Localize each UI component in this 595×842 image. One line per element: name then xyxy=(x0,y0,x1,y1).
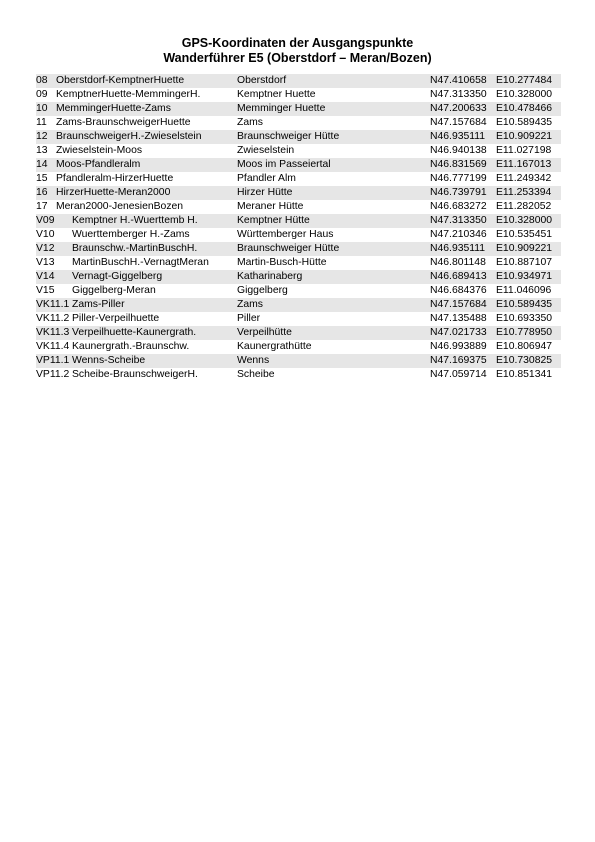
latitude-value: N47.313350 xyxy=(430,215,487,226)
latitude-value: N47.210346 xyxy=(430,229,487,240)
longitude-value: E10.478466 xyxy=(496,103,553,114)
stage-number: 11 xyxy=(36,117,47,128)
route-name: Zwieselstein-Moos xyxy=(56,145,143,156)
stage-number: VK11.2 xyxy=(36,313,70,324)
route-name: Pfandleralm-HirzerHuette xyxy=(56,173,174,184)
latitude-value: N47.021733 xyxy=(430,327,487,338)
longitude-value: E10.328000 xyxy=(496,89,553,100)
longitude-value: E11.249342 xyxy=(496,173,552,184)
starting-point: Braunschweiger Hütte xyxy=(237,243,340,254)
latitude-value: N47.157684 xyxy=(430,117,487,128)
table-row xyxy=(36,214,561,228)
stage-number: 16 xyxy=(36,187,48,198)
longitude-value: E11.282052 xyxy=(496,201,552,212)
stage-number: 12 xyxy=(36,131,48,142)
longitude-value: E10.328000 xyxy=(496,215,553,226)
starting-point: Oberstdorf xyxy=(237,75,287,86)
starting-point: Martin-Busch-Hütte xyxy=(237,257,327,268)
stage-number: VK11.3 xyxy=(36,327,70,338)
latitude-value: N47.169375 xyxy=(430,355,487,366)
longitude-value: E10.693350 xyxy=(496,313,553,324)
starting-point: Zams xyxy=(237,299,263,310)
starting-point: Wenns xyxy=(237,355,270,366)
starting-point: Memminger Huette xyxy=(237,103,326,114)
table-row xyxy=(36,130,561,144)
latitude-value: N46.683272 xyxy=(430,201,487,212)
longitude-value: E10.778950 xyxy=(496,327,553,338)
starting-point: Scheibe xyxy=(237,369,275,380)
starting-point: Verpeilhütte xyxy=(237,327,292,338)
longitude-value: E10.730825 xyxy=(496,355,553,366)
route-name: Moos-Pfandleralm xyxy=(56,159,141,170)
table-row xyxy=(36,74,561,88)
longitude-value: E11.167013 xyxy=(496,159,552,170)
stage-number: V10 xyxy=(36,229,55,240)
latitude-value: N46.993889 xyxy=(430,341,487,352)
latitude-value: N46.777199 xyxy=(430,173,487,184)
route-name: Braunschw.-MartinBuschH. xyxy=(72,243,198,254)
stage-number: VP11.2 xyxy=(36,369,70,380)
route-name: Kemptner H.-Wuerttemb H. xyxy=(72,215,198,226)
longitude-value: E10.851341 xyxy=(496,369,553,380)
stage-number: V13 xyxy=(36,257,55,268)
route-name: Kaunergrath.-Braunschw. xyxy=(72,341,190,352)
longitude-value: E10.277484 xyxy=(496,75,553,86)
route-name: Wuerttemberger H.-Zams xyxy=(72,229,190,240)
table-row xyxy=(36,256,561,270)
route-name: MemmingerHuette-Zams xyxy=(56,103,171,114)
latitude-value: N46.831569 xyxy=(430,159,487,170)
coordinates-table xyxy=(36,74,561,382)
route-name: Zams-BraunschweigerHuette xyxy=(56,117,191,128)
longitude-value: E11.253394 xyxy=(496,187,552,198)
stage-number: VK11.4 xyxy=(36,341,70,352)
longitude-value: E10.909221 xyxy=(496,243,553,254)
latitude-value: N46.935111 xyxy=(430,243,486,254)
starting-point: Moos im Passeiertal xyxy=(237,159,331,170)
starting-point: Kemptner Hütte xyxy=(237,215,310,226)
latitude-value: N47.200633 xyxy=(430,103,487,114)
stage-number: V09 xyxy=(36,215,55,226)
stage-number: 13 xyxy=(36,145,48,156)
latitude-value: N46.739791 xyxy=(430,187,487,198)
stage-number: 14 xyxy=(36,159,48,170)
table-row xyxy=(36,326,561,340)
table-row xyxy=(36,116,561,130)
longitude-value: E10.887107 xyxy=(496,257,553,268)
longitude-value: E10.934971 xyxy=(496,271,553,282)
table-row xyxy=(36,284,561,298)
longitude-value: E10.806947 xyxy=(496,341,553,352)
latitude-value: N46.684376 xyxy=(430,285,487,296)
starting-point: Württemberger Haus xyxy=(237,229,334,240)
starting-point: Giggelberg xyxy=(237,285,288,296)
latitude-value: N47.313350 xyxy=(430,89,487,100)
table-row xyxy=(36,354,561,368)
table-row xyxy=(36,298,561,312)
table-row xyxy=(36,186,561,200)
table-row xyxy=(36,312,561,326)
latitude-value: N46.935111 xyxy=(430,131,486,142)
page-title: GPS-Koordinaten der Ausgangspunkte xyxy=(181,36,414,50)
route-name: Meran2000-JenesienBozen xyxy=(56,201,184,212)
stage-number: VK11.1 xyxy=(36,299,70,310)
table-row xyxy=(36,102,561,116)
table-row xyxy=(36,172,561,186)
starting-point: Zams xyxy=(237,117,263,128)
stage-number: 17 xyxy=(36,201,48,212)
route-name: Scheibe-BraunschweigerH. xyxy=(72,369,198,380)
route-name: KemptnerHuette-MemmingerH. xyxy=(56,89,201,100)
table-row xyxy=(36,200,561,214)
table-row xyxy=(36,368,561,382)
route-name: HirzerHuette-Meran2000 xyxy=(56,187,171,198)
stage-number: V14 xyxy=(36,271,55,282)
table-row xyxy=(36,228,561,242)
starting-point: Kemptner Huette xyxy=(237,89,316,100)
stage-number: 09 xyxy=(36,89,48,100)
longitude-value: E10.589435 xyxy=(496,117,553,128)
longitude-value: E10.535451 xyxy=(496,229,553,240)
table-row xyxy=(36,242,561,256)
stage-number: V12 xyxy=(36,243,55,254)
longitude-value: E10.909221 xyxy=(496,131,553,142)
table-row xyxy=(36,144,561,158)
route-name: BraunschweigerH.-Zwieselstein xyxy=(56,131,202,142)
latitude-value: N47.410658 xyxy=(430,75,487,86)
stage-number: 10 xyxy=(36,103,48,114)
longitude-value: E11.027198 xyxy=(496,145,552,156)
route-name: Verpeilhuette-Kaunergrath. xyxy=(72,327,197,338)
route-name: MartinBuschH.-VernagtMeran xyxy=(72,257,209,268)
latitude-value: N46.801148 xyxy=(430,257,486,268)
route-name: Oberstdorf-KemptnerHuette xyxy=(56,75,185,86)
latitude-value: N46.689413 xyxy=(430,271,487,282)
table-row xyxy=(36,158,561,172)
starting-point: Kaunergrathütte xyxy=(237,341,312,352)
starting-point: Hirzer Hütte xyxy=(237,187,293,198)
stage-number: 15 xyxy=(36,173,48,184)
longitude-value: E11.046096 xyxy=(496,285,552,296)
route-name: Vernagt-Giggelberg xyxy=(72,271,163,282)
route-name: Giggelberg-Meran xyxy=(72,285,156,296)
starting-point: Zwieselstein xyxy=(237,145,295,156)
starting-point: Braunschweiger Hütte xyxy=(237,131,340,142)
table-row xyxy=(36,340,561,354)
latitude-value: N47.135488 xyxy=(430,313,487,324)
latitude-value: N47.059714 xyxy=(430,369,487,380)
longitude-value: E10.589435 xyxy=(496,299,553,310)
starting-point: Pfandler Alm xyxy=(237,173,296,184)
stage-number: 08 xyxy=(36,75,48,86)
latitude-value: N46.940138 xyxy=(430,145,487,156)
starting-point: Katharinaberg xyxy=(237,271,303,282)
starting-point: Piller xyxy=(237,313,261,324)
table-row xyxy=(36,88,561,102)
latitude-value: N47.157684 xyxy=(430,299,487,310)
route-name: Zams-Piller xyxy=(72,299,125,310)
starting-point: Meraner Hütte xyxy=(237,201,304,212)
stage-number: VP11.1 xyxy=(36,355,70,366)
route-name: Piller-Verpeilhuette xyxy=(72,313,160,324)
stage-number: V15 xyxy=(36,285,55,296)
route-name: Wenns-Scheibe xyxy=(72,355,146,366)
table-row xyxy=(36,270,561,284)
page-subtitle: Wanderführer E5 (Oberstdorf – Meran/Bozen) xyxy=(163,51,432,65)
